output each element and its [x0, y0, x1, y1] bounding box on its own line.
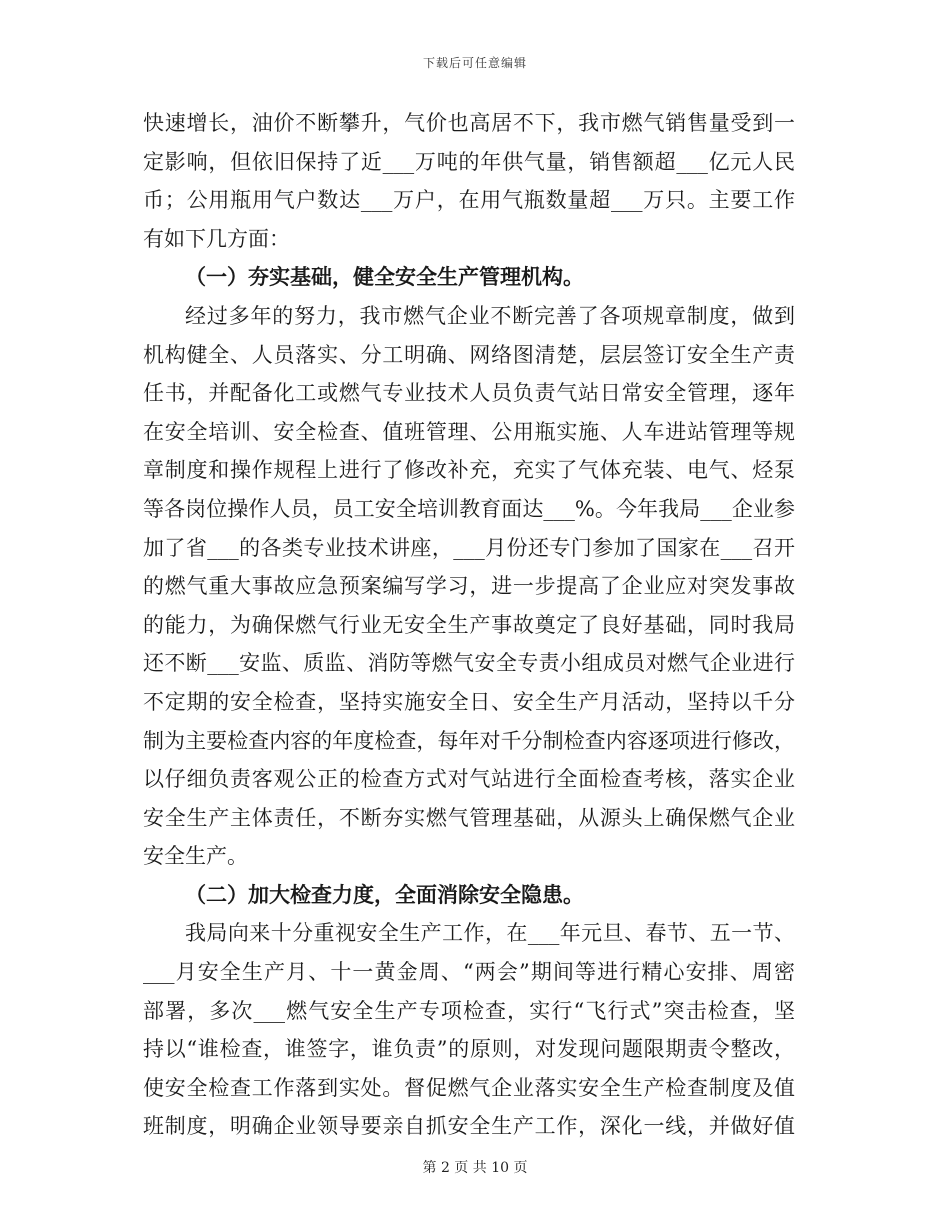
- paragraph-line: 持以“谁检查，谁签字，谁负责”的原则，对发现问题限期责令整改，: [143, 1037, 795, 1062]
- paragraph-line: 还不断___安监、质监、消防等燃气安全专责小组成员对燃气企业进行: [143, 651, 795, 676]
- document-body: [143, 104, 795, 1146]
- paragraph-line: 定影响，但依旧保持了近___万吨的年供气量，销售额超___亿元人民: [143, 149, 795, 174]
- paragraph-line: 有如下几方面：: [143, 226, 290, 251]
- paragraph-line: 章制度和操作规程上进行了修改补充，充实了气体充装、电气、烃泵: [143, 458, 795, 483]
- paragraph-line: 快速增长，油价不断攀升，气价也高居不下，我市燃气销售量受到一: [143, 111, 795, 135]
- page-footer: 第 2 页 共 10 页: [422, 1160, 528, 1176]
- paragraph-line: 的燃气重大事故应急预案编写学习，进一步提高了企业应对突发事故: [143, 574, 795, 599]
- paragraph-line: 班制度，明确企业领导要亲自抓安全生产工作，深化一线，并做好值: [143, 1114, 795, 1139]
- paragraph-line: 制为主要检查内容的年度检查，每年对千分制检查内容逐项进行修改，: [143, 728, 795, 753]
- paragraph-line: 在安全培训、安全检查、值班管理、公用瓶实施、人车进站管理等规: [143, 419, 795, 444]
- paragraph-line: 安全生产。: [143, 844, 248, 869]
- paragraph-line: 以仔细负责客观公正的检查方式对气站进行全面检查考核，落实企业: [143, 767, 795, 792]
- paragraph-line: 我局向来十分重视安全生产工作，在___年元旦、春节、五一节、: [185, 921, 795, 946]
- page-header: 下载后可任意编辑: [422, 56, 527, 70]
- paragraph-line: 加了省___的各类专业技术讲座，___月份还专门参加了国家在___召开: [143, 535, 795, 560]
- paragraph-line: ___月安全生产月、十一黄金周、“两会”期间等进行精心安排、周密: [143, 960, 795, 985]
- paragraph-line: 的能力，为确保燃气行业无安全生产事故奠定了良好基础，同时我局: [143, 612, 795, 637]
- paragraph-line: 使安全检查工作落到实处。督促燃气企业落实安全生产检查制度及值: [143, 1075, 795, 1100]
- paragraph-line: 部署，多次___燃气安全生产专项检查，实行“飞行式”突击检查，坚: [143, 998, 795, 1023]
- paragraph-line: 不定期的安全检查，坚持实施安全日、安全生产月活动，坚持以千分: [143, 689, 795, 714]
- paragraph-line: 经过多年的努力，我市燃气企业不断完善了各项规章制度，做到: [185, 303, 795, 328]
- section-heading: （二）加大检查力度，全面消除安全隐患。: [185, 881, 584, 907]
- paragraph-line: 任书，并配备化工或燃气专业技术人员负责气站日常安全管理，逐年: [143, 381, 795, 406]
- paragraph-line: 币；公用瓶用气户数达___万户，在用气瓶数量超___万只。主要工作: [143, 188, 795, 213]
- section-heading: （一）夯实基础，健全安全生产管理机构。: [185, 264, 584, 290]
- paragraph-line: 安全生产主体责任，不断夯实燃气管理基础，从源头上确保燃气企业: [143, 805, 795, 830]
- paragraph-line: 机构健全、人员落实、分工明确、网络图清楚，层层签订安全生产责: [143, 342, 795, 367]
- paragraph-line: 等各岗位操作人员，员工安全培训教育面达___%。今年我局___企业参: [143, 496, 795, 521]
